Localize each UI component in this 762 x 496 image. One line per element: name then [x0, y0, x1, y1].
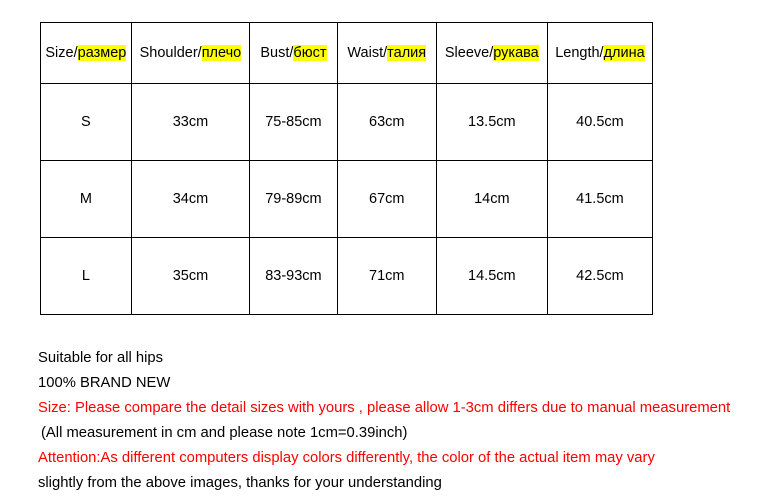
table-cell: 75-85cm	[250, 84, 338, 161]
table-cell: 33cm	[131, 84, 249, 161]
header-label-ru: бюст	[293, 45, 327, 61]
header-label-en: Size/	[45, 45, 78, 61]
table-row	[41, 84, 653, 161]
notes-section	[38, 346, 738, 496]
note-attention-label: Attention:	[38, 450, 101, 466]
table-cell: 14.5cm	[436, 238, 547, 315]
note-attention-continued: slightly from the above images, thanks for your understanding	[38, 475, 442, 491]
header-label-ru: длина	[603, 45, 645, 61]
table-row	[41, 238, 653, 315]
size-table	[40, 22, 653, 315]
header-label-ru: размер	[77, 45, 127, 61]
table-cell: 83-93cm	[250, 238, 338, 315]
table-cell: 71cm	[337, 238, 436, 315]
table-cell: L	[41, 238, 132, 315]
table-cell: 67cm	[337, 161, 436, 238]
table-cell: 79-89cm	[250, 161, 338, 238]
table-cell: 40.5cm	[547, 84, 652, 161]
table-header-cell-waist	[337, 23, 436, 84]
note-measurement-unit: (All measurement in cm and please note 1cm=0.39inch)	[41, 425, 408, 441]
table-cell: M	[41, 161, 132, 238]
note-hips: Suitable for all hips	[38, 350, 164, 366]
header-label-ru: плечо	[201, 45, 242, 61]
note-size	[38, 396, 738, 421]
table-cell: S	[41, 84, 132, 161]
table-header-cell-shoulder	[131, 23, 249, 84]
table-header-cell-sleeve	[436, 23, 547, 84]
note-brand-new: 100% BRAND NEW	[38, 375, 171, 391]
header-label-en: Length/	[555, 45, 604, 61]
header-label-en: Bust/	[260, 45, 294, 61]
header-label-ru: рукава	[493, 45, 539, 61]
note-attention	[38, 446, 738, 471]
note-size-label: Size:	[38, 400, 71, 416]
table-cell: 34cm	[131, 161, 249, 238]
table-header-cell-length	[547, 23, 652, 84]
table-cell: 14cm	[436, 161, 547, 238]
header-label-en: Waist/	[347, 45, 388, 61]
header-label-en: Sleeve/	[444, 45, 494, 61]
table-header-cell-bust	[250, 23, 338, 84]
header-label-en: Shoulder/	[139, 45, 202, 61]
table-row	[41, 161, 653, 238]
header-label-ru: талия	[387, 45, 427, 61]
table-cell: 63cm	[337, 84, 436, 161]
table-header-cell-size	[41, 23, 132, 84]
table-cell: 41.5cm	[547, 161, 652, 238]
note-size-text: Please compare the detail sizes with yours , please allow 1-3cm differs due to manual measurement	[70, 400, 731, 416]
table-cell: 13.5cm	[436, 84, 547, 161]
table-header-row	[41, 23, 653, 84]
note-attention-text: As different computers display colors differently, the color of the actual item may vary	[100, 450, 655, 466]
table-cell: 35cm	[131, 238, 249, 315]
table-cell: 42.5cm	[547, 238, 652, 315]
